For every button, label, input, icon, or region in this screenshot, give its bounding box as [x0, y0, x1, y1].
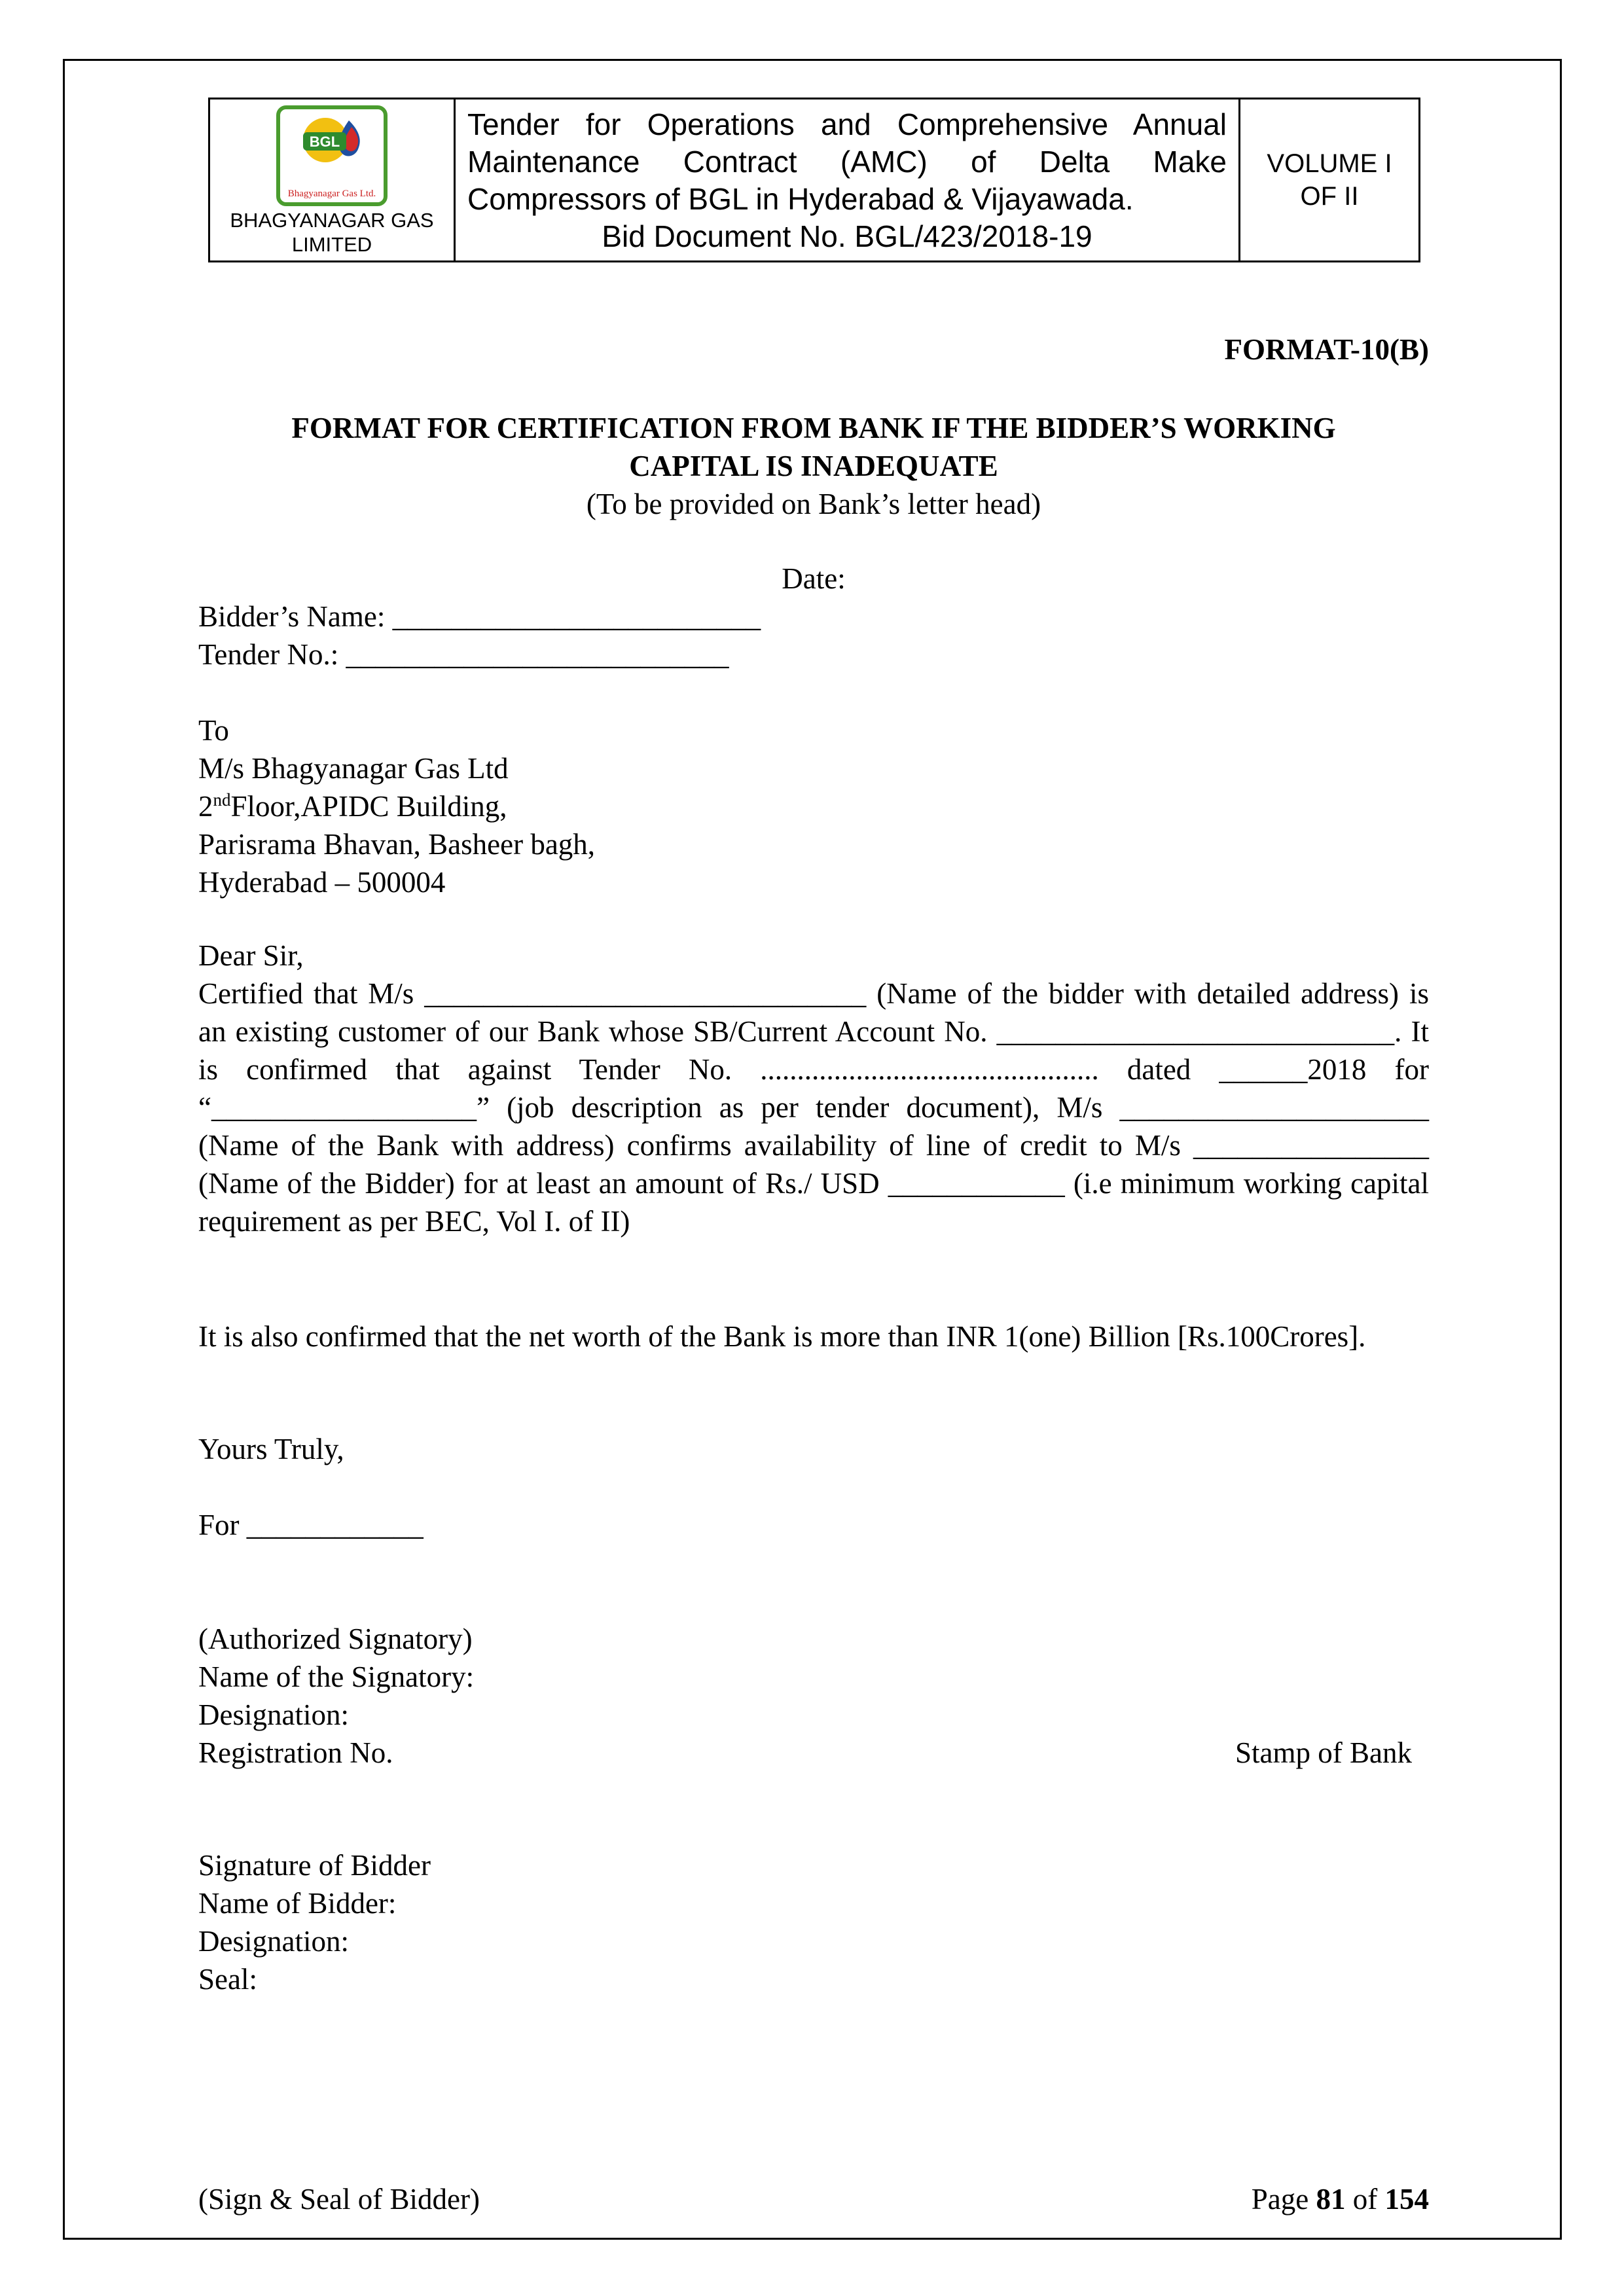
- address-line4: Hyderabad – 500004: [198, 866, 446, 899]
- address-line2-number: 2: [198, 790, 213, 823]
- tender-title: Tender for Operations and Comprehensive Annual Maintenance Contract (AMC) of Delta Make Compressors of BGL in Hyderabad & Vijayawada.: [467, 107, 1227, 216]
- document-title-line2: CAPITAL IS INADEQUATE: [629, 450, 998, 482]
- document-subtitle: (To be provided on Bank’s letter head): [586, 488, 1041, 520]
- tender-no-line: Tender No.: __________________________: [198, 638, 729, 671]
- registration-stamp-row: [198, 1734, 1429, 1772]
- name-of-bidder-label: Name of Bidder:: [198, 1887, 397, 1920]
- footer-page-of: of: [1345, 2183, 1385, 2215]
- certification-paragraph: Certified that M/s ______________________________ (Name of the bidder with detailed address) is an existing customer of our Bank whose SB/Current Account No. ___________________________. It is confirmed that against Tender No. .............................................. dated ______2018 for “__________________” (job description as per tender document), M/s _____________________ (Name of the Bank with address) confirms availability of line of credit to M/s ________________ (Name of the Bidder) for at least an amount of Rs./ USD ____________ (i.e minimum working capital requirement as per BEC, Vol I. of II): [198, 977, 1429, 1238]
- signature-of-bidder-label: Signature of Bidder: [198, 1849, 431, 1882]
- authorized-signatory-block: [198, 1620, 1429, 1772]
- seal-label: Seal:: [198, 1963, 257, 1996]
- address-line3: Parisrama Bhavan, Basheer bagh,: [198, 828, 596, 861]
- footer-page-indicator: [1252, 2180, 1429, 2218]
- org-name-line2: LIMITED: [291, 233, 372, 256]
- document-title: [198, 409, 1429, 485]
- authorized-signatory-label: (Authorized Signatory): [198, 1623, 473, 1655]
- page-footer: [198, 2180, 1429, 2218]
- logo-acronym-text: BGL: [309, 134, 340, 150]
- address-line2: [198, 787, 1429, 825]
- org-name-line1: BHAGYANAGAR GAS: [230, 209, 434, 232]
- header-volume-cell: [1240, 99, 1418, 260]
- bidder-signature-block: [198, 1846, 1429, 1998]
- header-logo-cell: [210, 99, 454, 260]
- volume-line1: VOLUME I: [1267, 149, 1392, 178]
- footer-sign-seal: (Sign & Seal of Bidder): [198, 2183, 480, 2215]
- page-border: [63, 59, 1562, 2240]
- stamp-of-bank-label: Stamp of Bank: [1235, 1736, 1412, 1769]
- bidder-name-line: Bidder’s Name: _________________________: [198, 600, 761, 633]
- for-line: For ____________: [198, 1509, 424, 1541]
- name-of-signatory-label: Name of the Signatory:: [198, 1660, 475, 1693]
- salutation: Dear Sir,: [198, 939, 304, 972]
- header-table: [208, 98, 1420, 262]
- document-title-line1: FORMAT FOR CERTIFICATION FROM BANK IF THE BIDDER’S WORKING: [291, 412, 1336, 444]
- header-title-cell: [454, 99, 1240, 260]
- bgl-logo-icon: [276, 105, 388, 207]
- footer-page-number: 81: [1316, 2183, 1346, 2215]
- to-label: To: [198, 714, 229, 747]
- address-line2-rest: Floor,APIDC Building,: [230, 790, 507, 823]
- footer-page-total: 154: [1384, 2183, 1429, 2215]
- bidder-designation-label: Designation:: [198, 1925, 349, 1958]
- address-line2-ordinal: nd: [213, 790, 231, 810]
- date-label: Date:: [782, 562, 846, 595]
- recipient-address: [198, 711, 1429, 901]
- signatory-designation-label: Designation:: [198, 1698, 349, 1731]
- bid-document-no: Bid Document No. BGL/423/2018-19: [602, 219, 1092, 253]
- address-line1: M/s Bhagyanagar Gas Ltd: [198, 752, 509, 785]
- org-name: [230, 208, 433, 257]
- registration-no-label: Registration No.: [198, 1736, 393, 1769]
- logo-caption-text: Bhagyanagar Gas Ltd.: [287, 188, 376, 199]
- confirmation-paragraph: It is also confirmed that the net worth of the Bank is more than INR 1(one) Billion [Rs.100Crores].: [198, 1320, 1366, 1353]
- closing: Yours Truly,: [198, 1433, 344, 1465]
- footer-page-prefix: Page: [1251, 2183, 1316, 2215]
- volume-line2: OF II: [1300, 182, 1359, 211]
- format-label: FORMAT-10(B): [1224, 333, 1429, 366]
